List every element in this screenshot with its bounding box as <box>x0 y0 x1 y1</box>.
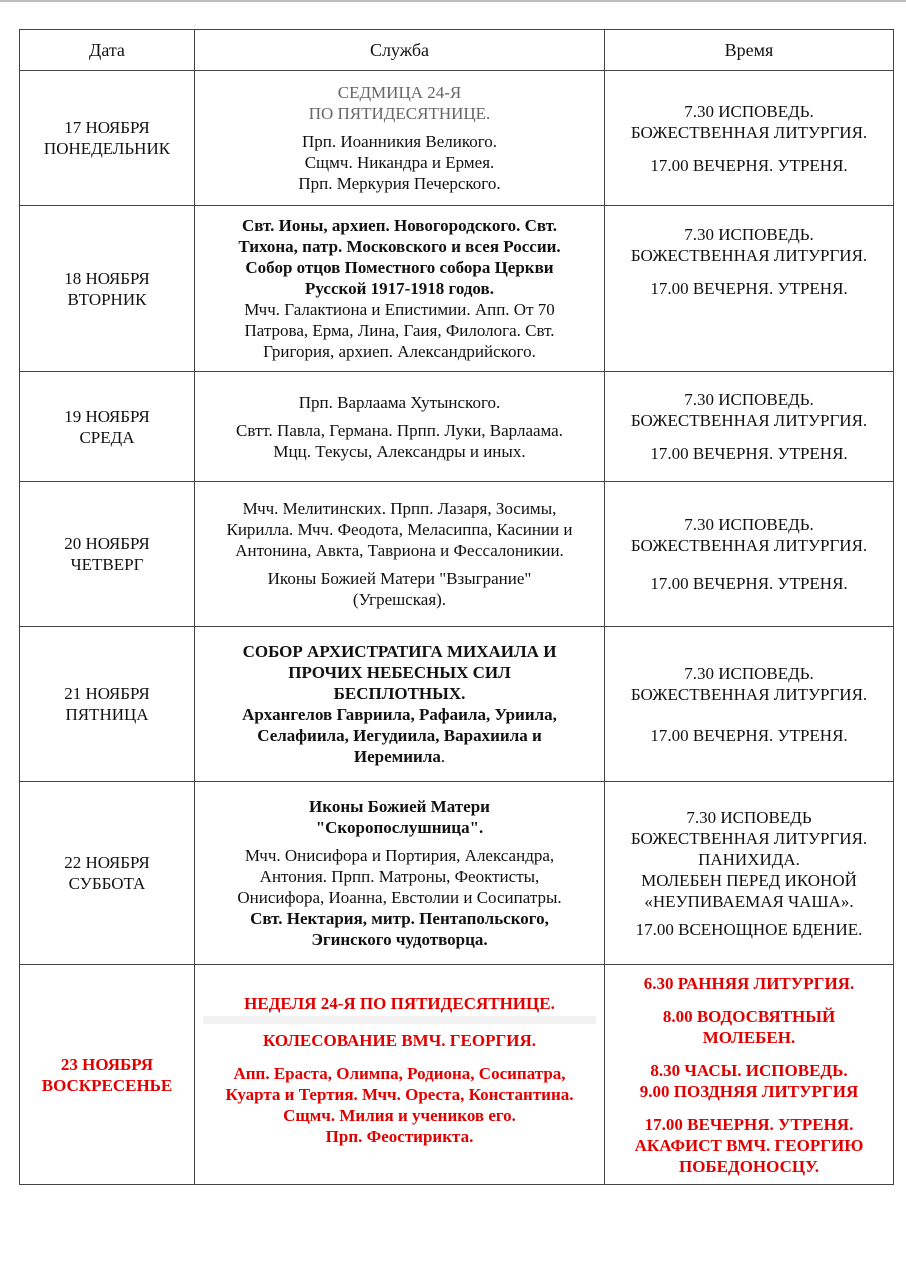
service-line: Мчч. Галактиона и Епистимии. Апп. От 70 <box>244 300 555 319</box>
service-line: Свтт. Павла, Германа. Прпп. Луки, Варлаама. <box>236 420 563 440</box>
service-line-bold: Собор отцов Поместного собора Церкви <box>245 258 554 277</box>
table-row <box>20 965 894 1185</box>
time-line: ПАНИХИДА. <box>698 849 800 869</box>
time-cell <box>605 782 894 965</box>
service-cell <box>195 482 605 627</box>
date-weekday: ПОНЕДЕЛЬНИК <box>43 139 171 158</box>
date-cell <box>20 206 195 372</box>
service-line-bold: Селафиила, Иегудиила, Варахиила и <box>257 726 542 745</box>
time-line: 17.00 ВЕЧЕРНЯ. УТРЕНЯ. <box>650 155 848 175</box>
table-row <box>20 627 894 782</box>
date-day: 17 НОЯБРЯ <box>64 118 150 137</box>
service-line-bold: СОБОР АРХИСТРАТИГА МИХАИЛА И <box>242 642 557 661</box>
date-day: 21 НОЯБРЯ <box>64 684 150 703</box>
date-weekday: ВОСКРЕСЕНЬЕ <box>41 1075 173 1095</box>
table-row <box>20 372 894 482</box>
time-line: 17.00 ВЕЧЕРНЯ. УТРЕНЯ. <box>644 1114 854 1134</box>
time-line: 8.30 ЧАСЫ. ИСПОВЕДЬ. <box>650 1060 848 1080</box>
time-line: БОЖЕСТВЕННАЯ ЛИТУРГИЯ. <box>630 536 868 555</box>
time-line: БОЖЕСТВЕННАЯ ЛИТУРГИЯ. <box>630 122 868 142</box>
shaded-band <box>203 1016 596 1024</box>
time-line: 7.30 ИСПОВЕДЬ. <box>684 390 814 409</box>
time-cell <box>605 206 894 372</box>
table-row <box>20 782 894 965</box>
service-cell <box>195 627 605 782</box>
time-cell <box>605 965 894 1185</box>
service-line-bold: Тихона, патр. Московского и всея России. <box>238 237 561 256</box>
header-service: Служба <box>195 30 605 71</box>
service-line: Сщмч. Милия и учеников его. <box>283 1106 516 1125</box>
date-day: 20 НОЯБРЯ <box>64 534 150 553</box>
time-cell <box>605 482 894 627</box>
time-line: 6.30 РАННЯЯ ЛИТУРГИЯ. <box>643 973 855 993</box>
time-line: 17.00 ВЕЧЕРНЯ. УТРЕНЯ. <box>650 444 848 463</box>
header-time: Время <box>605 30 894 71</box>
service-cell <box>195 372 605 482</box>
table-row <box>20 482 894 627</box>
service-heading: КОЛЕСОВАНИЕ ВМЧ. ГЕОРГИЯ. <box>262 1031 537 1050</box>
table-row <box>20 71 894 206</box>
service-line: Антонина, Авкта, Тавриона и Фессалоникии. <box>235 541 564 560</box>
service-line: Антония. Прпп. Матроны, Феоктисты, <box>259 867 540 886</box>
date-weekday: СРЕДА <box>79 427 135 447</box>
service-cell <box>195 206 605 372</box>
table-row <box>20 206 894 372</box>
service-line-tail: . <box>440 747 446 766</box>
service-line-bold: Эгинского чудотворца. <box>311 930 488 949</box>
service-line: Прп. Варлаама Хутынского. <box>298 392 501 412</box>
service-cell <box>195 782 605 965</box>
time-line: ПОБЕДОНОСЦУ. <box>678 1156 820 1176</box>
time-line: 9.00 ПОЗДНЯЯ ЛИТУРГИЯ <box>639 1081 859 1101</box>
date-weekday: ПЯТНИЦА <box>65 705 149 724</box>
service-line: Мчч. Онисифора и Портирия, Александра, <box>244 846 555 865</box>
service-line: Патрова, Ерма, Лина, Гаия, Филолога. Свт. <box>244 321 555 340</box>
service-heading: СЕДМИЦА 24-Я <box>337 83 462 102</box>
time-cell <box>605 627 894 782</box>
service-line: Иконы Божией Матери "Взыграние" <box>267 569 532 588</box>
service-line: Прп. Иоанникия Великого. <box>301 132 498 151</box>
service-line: Мчч. Мелитинских. Прпп. Лазаря, Зосимы, <box>242 499 557 518</box>
service-heading: НЕДЕЛЯ 24-Я ПО ПЯТИДЕСЯТНИЦЕ. <box>244 994 555 1013</box>
date-day: 22 НОЯБРЯ <box>64 853 150 872</box>
date-day: 23 НОЯБРЯ <box>60 1054 154 1074</box>
header-date: Дата <box>20 30 195 71</box>
time-line: МОЛЕБЕН. <box>702 1027 796 1047</box>
service-line: Кирилла. Мчч. Феодота, Меласиппа, Касинии и <box>226 520 573 539</box>
time-line: 7.30 ИСПОВЕДЬ. <box>684 663 814 683</box>
time-line: 8.00 ВОДОСВЯТНЫЙ <box>662 1006 836 1026</box>
service-line-bold: Свт. Нектария, митр. Пентапольского, <box>250 909 549 928</box>
time-cell <box>605 372 894 482</box>
service-schedule-table <box>19 29 894 1185</box>
time-line: 7.30 ИСПОВЕДЬ. <box>684 225 814 244</box>
service-line: (Угрешская). <box>352 590 447 609</box>
time-line: АКАФИСТ ВМЧ. ГЕОРГИЮ <box>634 1135 864 1155</box>
date-day: 19 НОЯБРЯ <box>64 406 150 426</box>
service-heading: ПО ПЯТИДЕСЯТНИЦЕ. <box>308 104 491 123</box>
time-line: МОЛЕБЕН ПЕРЕД ИКОНОЙ <box>641 870 857 890</box>
service-line: Прп. Меркурия Печерского. <box>298 174 501 193</box>
service-line: Мцц. Текусы, Александры и иных. <box>273 441 526 461</box>
date-cell <box>20 782 195 965</box>
service-line-bold: Архангелов Гавриила, Рафаила, Уриила, <box>242 705 557 724</box>
service-line: Прп. Феостирикта. <box>325 1127 474 1146</box>
time-line: 17.00 ВЕЧЕРНЯ. УТРЕНЯ. <box>650 279 848 298</box>
service-line-bold: Иконы Божией Матери <box>309 797 490 816</box>
time-line: 7.30 ИСПОВЕДЬ. <box>684 101 814 121</box>
service-line-mixed <box>203 746 596 767</box>
date-cell <box>20 965 195 1185</box>
service-line-bold: Свт. Ионы, архиеп. Новогородского. Свт. <box>242 216 557 235</box>
date-cell <box>20 71 195 206</box>
date-weekday: ЧЕТВЕРГ <box>70 555 144 574</box>
service-cell <box>195 965 605 1185</box>
time-line: 7.30 ИСПОВЕДЬ <box>686 807 812 827</box>
service-line-bold: БЕСПЛОТНЫХ. <box>333 684 466 703</box>
time-line: 17.00 ВСЕНОЩНОЕ БДЕНИЕ. <box>635 919 863 939</box>
time-line: 17.00 ВЕЧЕРНЯ. УТРЕНЯ. <box>650 725 848 745</box>
header-row <box>20 30 894 71</box>
service-line-bold: ПРОЧИХ НЕБЕСНЫХ СИЛ <box>288 663 511 682</box>
service-line: Куарта и Тертия. Мчч. Ореста, Константина. <box>225 1085 574 1104</box>
service-line: Сщмч. Никандра и Ермея. <box>304 153 495 172</box>
service-cell <box>195 71 605 206</box>
date-weekday: СУББОТА <box>68 874 146 893</box>
time-line: «НЕУПИВАЕМАЯ ЧАША». <box>644 891 854 911</box>
service-line: Апп. Ераста, Олимпа, Родиона, Сосипатра, <box>233 1064 566 1083</box>
date-day: 18 НОЯБРЯ <box>64 268 150 288</box>
time-cell <box>605 71 894 206</box>
time-line: БОЖЕСТВЕННАЯ ЛИТУРГИЯ. <box>630 246 868 265</box>
time-line: 17.00 ВЕЧЕРНЯ. УТРЕНЯ. <box>650 574 848 593</box>
time-line: БОЖЕСТВЕННАЯ ЛИТУРГИЯ. <box>630 411 868 430</box>
service-line-bold: Русской 1917-1918 годов. <box>305 279 494 298</box>
service-line: Григория, архиеп. Александрийского. <box>263 342 536 361</box>
date-cell <box>20 627 195 782</box>
date-cell <box>20 372 195 482</box>
time-line: БОЖЕСТВЕННАЯ ЛИТУРГИЯ. <box>630 828 868 848</box>
top-border-line <box>0 0 906 2</box>
service-line-bold: "Скоропослушница". <box>315 818 484 837</box>
time-line: БОЖЕСТВЕННАЯ ЛИТУРГИЯ. <box>630 684 868 704</box>
service-line-bold: Иеремиила <box>353 747 441 766</box>
date-weekday: ВТОРНИК <box>67 289 147 309</box>
service-line: Онисифора, Иоанна, Евстолии и Сосипатры. <box>237 888 562 907</box>
time-line: 7.30 ИСПОВЕДЬ. <box>684 515 814 534</box>
date-cell <box>20 482 195 627</box>
